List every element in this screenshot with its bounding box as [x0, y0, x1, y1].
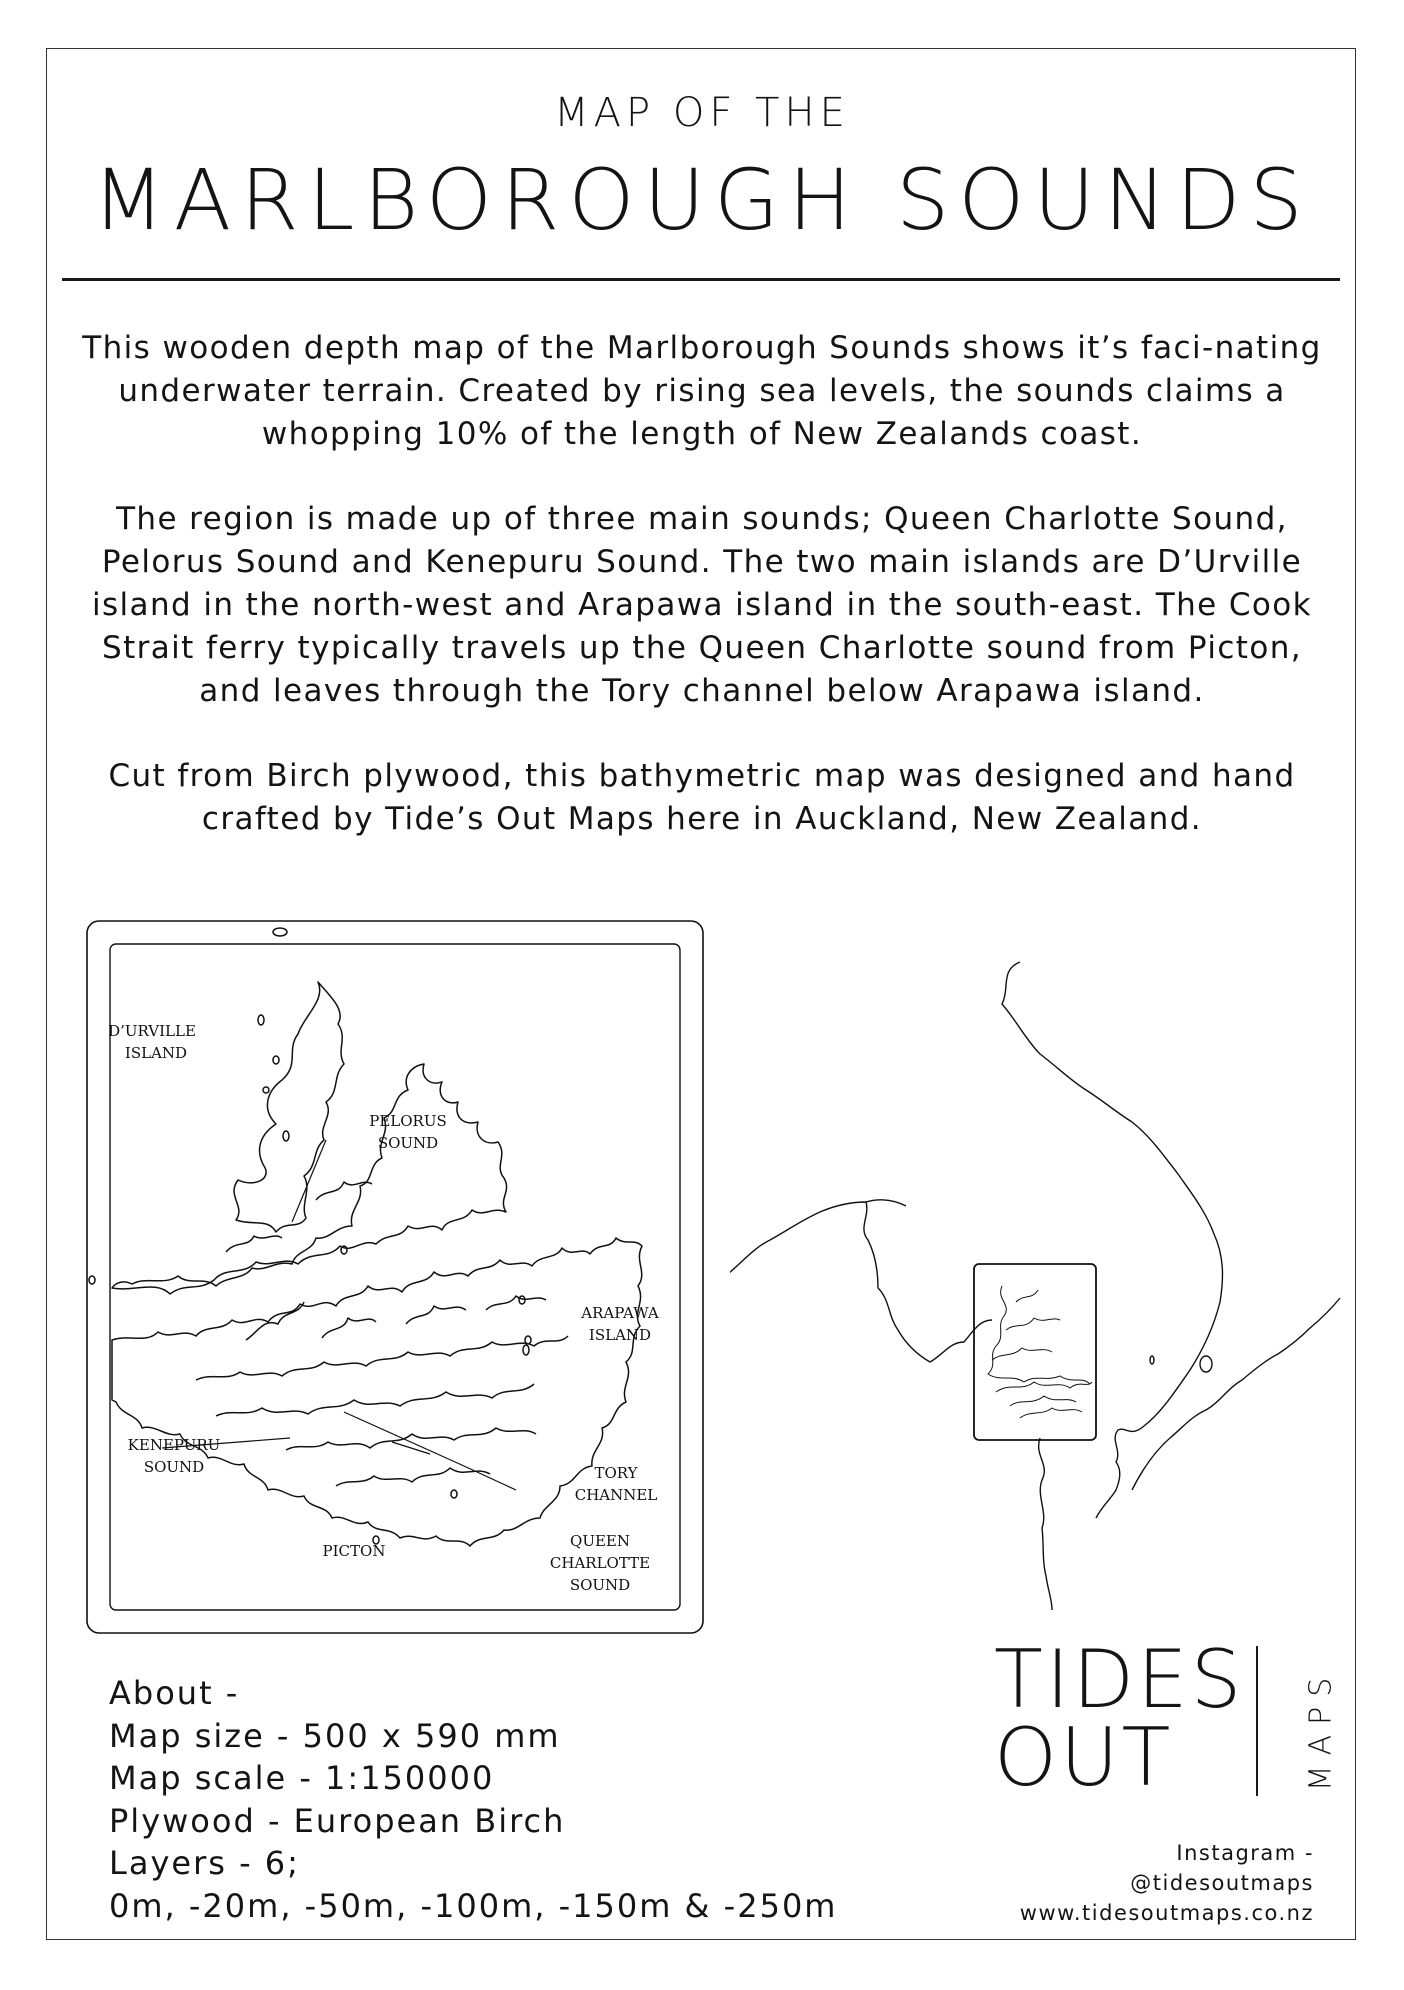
- website-link[interactable]: www.tidesoutmaps.co.nz: [1019, 1901, 1314, 1925]
- label-queen-3: SOUND: [569, 1576, 631, 1594]
- label-kenepuru-2: SOUND: [143, 1458, 205, 1476]
- title-divider: [62, 278, 1340, 281]
- about-depths: 0m, -20m, -50m, -100m, -150m & -250m: [109, 1886, 838, 1925]
- label-pelorus-2: SOUND: [377, 1134, 439, 1152]
- about-heading: About -: [109, 1674, 240, 1712]
- about-map-size: Map size - 500 x 590 mm: [109, 1716, 561, 1755]
- about-plywood: Plywood - European Birch: [109, 1801, 566, 1840]
- inset-inner-frame: [110, 944, 680, 1610]
- brand-logo: [994, 1633, 1339, 1804]
- label-tory: TORY: [594, 1464, 638, 1482]
- label-queen-2: CHARLOTTE: [549, 1554, 651, 1572]
- instagram-handle[interactable]: @tidesoutmaps: [1130, 1871, 1314, 1895]
- locator-sounds-detail: [988, 1286, 1092, 1418]
- contact-block: [1020, 1838, 1314, 1928]
- label-durville: D’URVILLE: [108, 1022, 196, 1040]
- about-map-scale: Map scale - 1:150000: [109, 1759, 495, 1797]
- description-paragraph-2: The region is made up of three main sounds; Queen Charlotte Sound, Pelorus Sound and Kenepuru Sound. The two main islands are D’Urville island in the north-west and Arapawa island in the south-east. The Cook Strait ferry typically travels up the Queen Charlotte sound from Picton, and leaves through the Tory channel below Arapawa island.: [91, 501, 1312, 709]
- label-arapawa-2: ISLAND: [588, 1326, 652, 1344]
- logo-divider: [1256, 1646, 1258, 1796]
- description-paragraph-1: This wooden depth map of the Marlborough Sounds shows it’s faci-nating underwater terrain. Created by rising sea levels, the sounds claims a whopping 10% of the length of New Zealands coast.: [82, 330, 1322, 452]
- region-coastline: [730, 962, 1340, 1610]
- inset-map: [86, 920, 704, 1634]
- title-kicker: MAP OF THE: [554, 90, 850, 136]
- label-durville-2: ISLAND: [124, 1044, 188, 1062]
- instagram-label: Instagram -: [1176, 1841, 1314, 1865]
- logo-line-1: TIDES: [994, 1633, 1245, 1726]
- label-queen: QUEEN: [570, 1532, 630, 1550]
- label-pelorus: PELORUS: [369, 1112, 447, 1130]
- logo-side-text: MAPS: [1303, 1667, 1339, 1792]
- label-picton: PICTON: [322, 1542, 386, 1560]
- logo-line-2: OUT: [994, 1711, 1174, 1804]
- about-section: [109, 1672, 869, 1927]
- description: [80, 327, 1324, 883]
- label-arapawa: ARAPAWA: [581, 1304, 659, 1322]
- inset-labels: [108, 1022, 659, 1594]
- label-tory-2: CHANNEL: [574, 1486, 658, 1504]
- description-paragraph-3: Cut from Birch plywood, this bathymetric map was designed and hand crafted by Tide’s Out Maps here in Auckland, New Zealand.: [108, 758, 1296, 837]
- about-layers: Layers - 6;: [109, 1844, 300, 1882]
- locator-map: [730, 950, 1350, 1610]
- page-title: MARLBOROUGH SOUNDS: [92, 151, 1312, 249]
- label-kenepuru: KENEPURU: [127, 1436, 221, 1454]
